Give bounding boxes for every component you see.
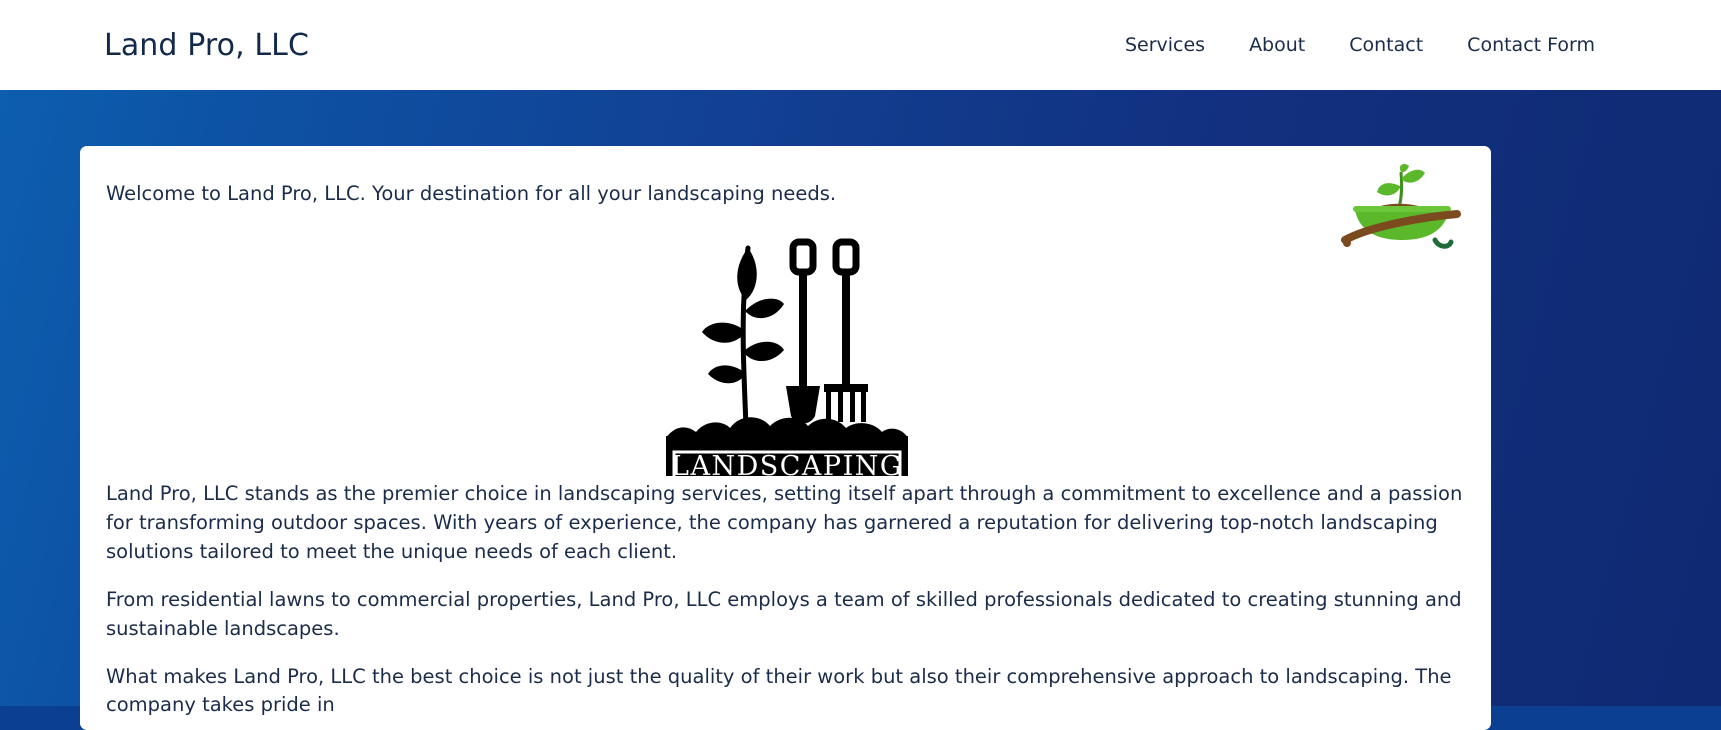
main-content-card xyxy=(80,146,1491,730)
hero-logo-wrapper xyxy=(106,226,1465,476)
body-paragraph-3: What makes Land Pro, LLC the best choice is not just the quality of their work but also their comprehensive approach to landscaping. The company takes pride in xyxy=(106,664,1452,717)
welcome-intro-text: Welcome to Land Pro, LLC. Your destination for all your landscaping needs. xyxy=(106,182,837,205)
body-paragraph-1: Land Pro, LLC stands as the premier choice in landscaping services, setting itself apart through a commitment to excellence and a passion for transforming outdoor spaces. With years of experience, the company has garnered a reputation for delivering top-notch landscaping solutions tailored to meet the unique needs of each client. xyxy=(106,482,1463,563)
site-brand-title: Land Pro, LLC xyxy=(104,27,310,63)
emblem-wordmark: LANDSCAPING xyxy=(670,451,903,477)
nav-link-contact-form[interactable]: Contact Form xyxy=(1467,34,1595,56)
nav-link-services[interactable]: Services xyxy=(1124,34,1206,56)
body-paragraph-2: From residential lawns to commercial properties, Land Pro, LLC employs a team of skilled professionals dedicated to creating stunning and sustainable landscapes. xyxy=(106,587,1462,640)
nav-link-about[interactable]: About xyxy=(1249,34,1306,56)
nav-link-contact[interactable]: Contact xyxy=(1349,34,1424,56)
top-navigation-bar xyxy=(0,0,1721,90)
company-logo-icon xyxy=(1339,164,1463,266)
nav-links xyxy=(1103,28,1617,62)
landscaping-emblem-icon xyxy=(660,226,912,476)
